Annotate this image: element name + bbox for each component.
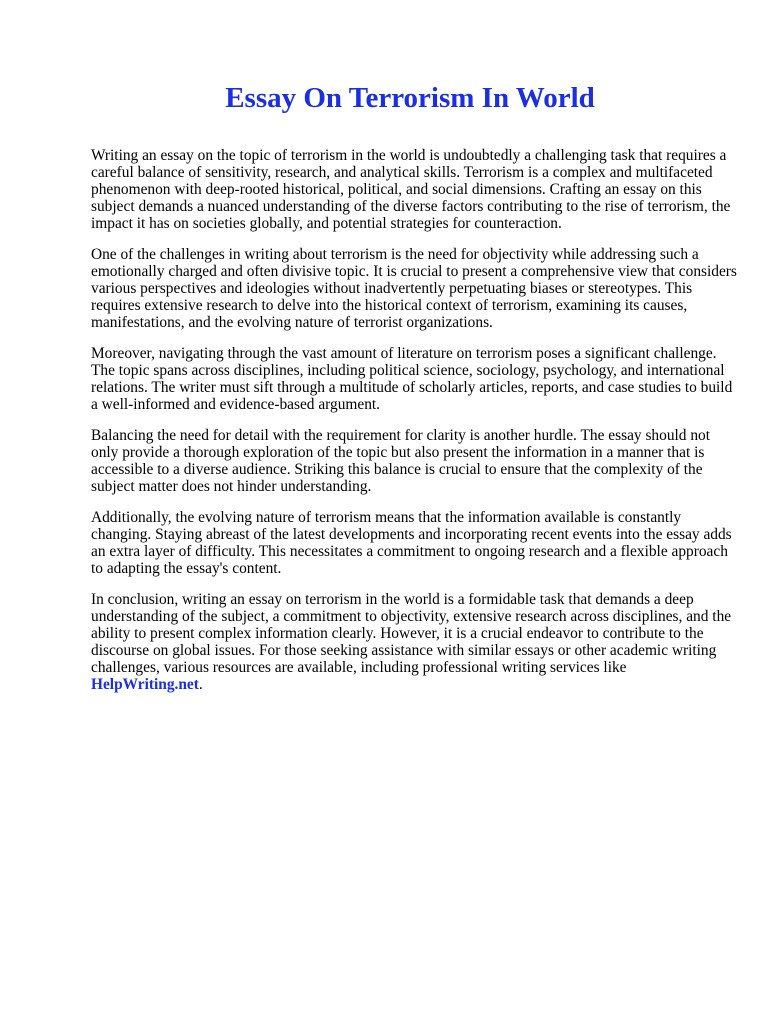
paragraph-5: Additionally, the evolving nature of terrorism means that the information available is constantly changing. Staying abreast of the latest developments and incorporating recent events into the essay adds an extra layer of difficulty. This necessitates a commitment to ongoing research and a flexible approach to adapting the essay's content. <box>91 509 732 577</box>
document-title: Essay On Terrorism In World <box>225 82 595 114</box>
document-body <box>91 147 741 707</box>
paragraph-1: Writing an essay on the topic of terrorism in the world is undoubtedly a challenging task that requires a careful balance of sensitivity, research, and analytical skills. Terrorism is a complex and multifaceted phenomenon with deep-rooted historical, political, and social dimensions. Crafting an essay on this subject demands a nuanced understanding of the diverse factors contributing to the rise of terrorism, the impact it has on societies globally, and potential strategies for counteraction. <box>91 147 731 232</box>
paragraph-4: Balancing the need for detail with the requirement for clarity is another hurdle. The essay should not only provide a thorough exploration of the topic but also present the information in a manner that is accessible to a diverse audience. Striking this balance is crucial to ensure that the complexity of the subject matter does not hinder understanding. <box>91 427 710 495</box>
conclusion-trailing: . <box>198 676 203 693</box>
conclusion-text: In conclusion, writing an essay on terrorism in the world is a formidable task that demands a deep understanding of the subject, a commitment to objectivity, extensive research across disciplines, and the ability to present complex information clearly. However, it is a crucial endeavor to contribute to the discourse on global issues. For those seeking assistance with similar essays or other academic writing challenges, various resources are available, including professional writing services like <box>91 591 732 676</box>
paragraph-3: Moreover, navigating through the vast amount of literature on terrorism poses a significant challenge. The topic spans across disciplines, including political science, sociology, psychology, and international relations. The writer must sift through a multitude of scholarly articles, reports, and case studies to build a well-informed and evidence-based argument. <box>91 345 733 413</box>
paragraph-conclusion <box>91 591 741 693</box>
paragraph-2: One of the challenges in writing about terrorism is the need for objectivity while addressing such a emotionally charged and often divisive topic. It is crucial to present a comprehensive view that considers various perspectives and ideologies without inadvertently perpetuating biases or stereotypes. This requires extensive research to delve into the historical context of terrorism, examining its causes, manifestations, and the evolving nature of terrorist organizations. <box>91 246 737 331</box>
helpwriting-link[interactable]: HelpWriting.net <box>91 676 199 693</box>
